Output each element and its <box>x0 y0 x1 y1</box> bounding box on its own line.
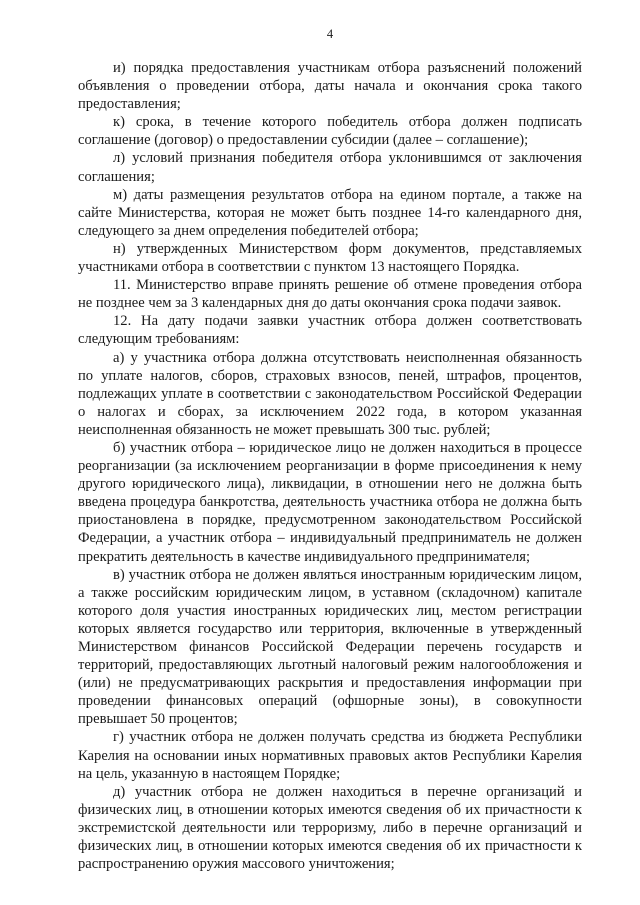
paragraph-item-n: н) утвержденных Министерством форм документов, представляемых участниками отбора в соответствии с пунктом 13 настоящего Порядка. <box>78 240 582 276</box>
paragraph-item-b: б) участник отбора – юридическое лицо не должен находиться в процессе реорганизации (за исключением реорганизации в форме присоединения к нему другого юридического лица), ликвидации, в отношении него не должна быть введена процедура банкротства, деятельность участника отбора не должна быть приостановлена в порядке, предусмотренном законодательством Российской Федерации, а участник отбора – индивидуальный предприниматель не должен прекратить деятельность в качестве индивидуального предпринимателя; <box>78 439 582 565</box>
paragraph-item-m: м) даты размещения результатов отбора на едином портале, а также на сайте Министерства, которая не может быть позднее 14-го календарного дня, следующего за днем определения победителей отбора; <box>78 186 582 239</box>
paragraph-item-v: в) участник отбора не должен являться иностранным юридическим лицом, а также российским юридическим лицом, в уставном (складочном) капитале которого доля участия иностранных юридических лиц, местом регистрации которых является государство или территория, включенные в утвержденный Министерством финансов Российской Федерации перечень государств и территорий, предоставляющих льготный налоговый режим налогообложения и (или) не предусматривающих раскрытия и предоставления информации при проведении финансовых операций (офшорные зоны), в совокупности превышает 50 процентов; <box>78 566 582 728</box>
paragraph-item-k: к) срока, в течение которого победитель отбора должен подписать соглашение (договор) о предоставлении субсидии (далее – соглашение); <box>78 114 582 149</box>
paragraph-item-l: л) условий признания победителя отбора уклонившимся от заключения соглашения; <box>78 150 582 185</box>
document-body <box>78 59 582 873</box>
paragraph-item-a: а) у участника отбора должна отсутствовать неисполненная обязанность по уплате налогов, сборов, страховых взносов, пеней, штрафов, процентов, подлежащих уплате в соответствии с законодательством Российской Федерации о налогах и сборах, за исключением 2022 года, в котором указанная неисполненная обязанность не может превышать 300 тыс. рублей; <box>78 349 582 438</box>
paragraph-item-i: и) порядка предоставления участникам отбора разъяснений положений объявления о проведении отбора, даты начала и окончания срока такого предоставления; <box>78 60 582 113</box>
paragraph-item-d: д) участник отбора не должен находиться в перечне организаций и физических лиц, в отношении которых имеются сведения об их причастности к экстремистской деятельности или терроризму, либо в перечне организаций и физических лиц, в отношении которых имеются сведения об их причастности к распространению оружия массового уничтожения; <box>78 783 582 873</box>
paragraph-clause-11: 11. Министерство вправе принять решение об отмене проведения отбора не позднее чем за 3 календарных дня до даты окончания срока подачи заявок. <box>78 277 582 312</box>
paragraph-item-g: г) участник отбора не должен получать средства из бюджета Республики Карелия на основании иных нормативных правовых актов Республики Карелия на цель, указанную в настоящем Порядке; <box>78 729 582 782</box>
paragraph-clause-12: 12. На дату подачи заявки участник отбора должен соответствовать следующим требованиям: <box>78 313 582 348</box>
page-number: 4 <box>326 27 334 41</box>
